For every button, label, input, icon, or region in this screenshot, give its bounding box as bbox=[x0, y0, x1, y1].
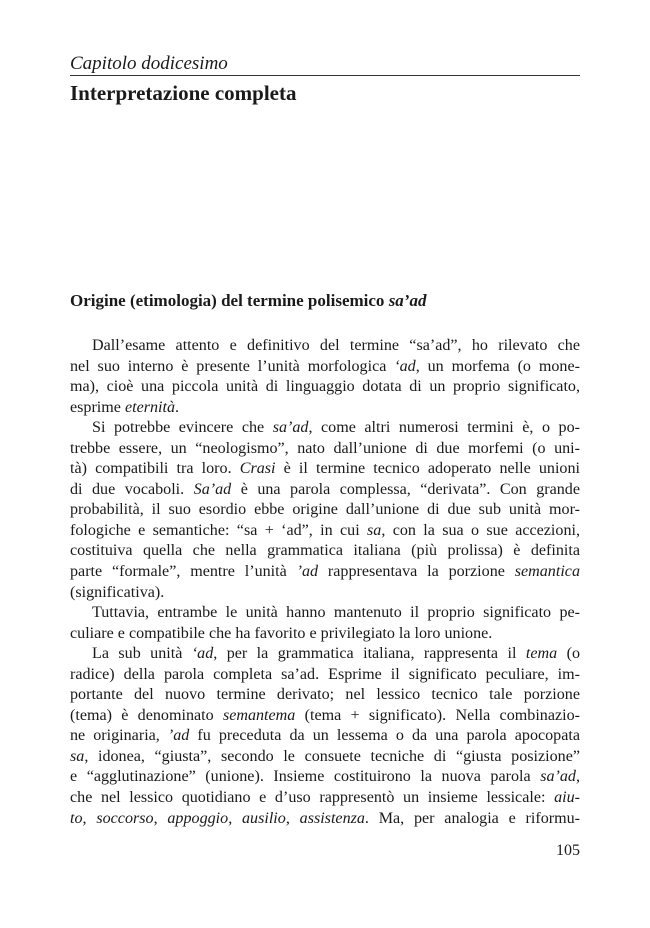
text-line bbox=[70, 809, 580, 830]
italic-term: ’ad bbox=[167, 727, 190, 745]
text-span: esprime bbox=[70, 398, 125, 416]
text-span: , un morfema (o mone- bbox=[415, 357, 580, 375]
text-span: che nel lessico quotidiano e d’uso rappresentò un insieme lessicale: bbox=[70, 789, 555, 807]
chapter-title: Interpretazione completa bbox=[70, 81, 297, 105]
text-span: portante del nuovo termine derivato; nel lessico tecnico tale porzione bbox=[70, 686, 580, 704]
italic-term: soccorso bbox=[96, 809, 154, 827]
text-line bbox=[70, 788, 580, 809]
text-span: rappresentava la porzione bbox=[318, 563, 515, 581]
italic-term: ‘ad bbox=[191, 645, 214, 663]
body-text bbox=[70, 336, 580, 829]
page-number: 105 bbox=[556, 842, 580, 859]
text-span: culiare e compatibile che ha favorito e privilegiato la loro unione. bbox=[70, 624, 493, 642]
text-span: , bbox=[153, 809, 168, 827]
text-line bbox=[70, 767, 580, 788]
text-line bbox=[70, 583, 580, 604]
text-span: ne originaria, bbox=[70, 727, 168, 745]
section-heading-term: sa’ad bbox=[388, 291, 427, 310]
text-span: Si potrebbe evincere che bbox=[92, 419, 273, 437]
italic-term: ’ad bbox=[296, 563, 319, 581]
italic-term: to bbox=[70, 809, 83, 827]
italic-term: Crasi bbox=[239, 460, 276, 478]
text-line bbox=[70, 398, 580, 419]
text-span: . Ma, per analogia e riformu- bbox=[364, 809, 581, 827]
text-span: . bbox=[175, 398, 180, 416]
text-span: nel suo interno è presente l’unità morfologica bbox=[70, 357, 395, 375]
text-span: trebbe essere, un “neologismo”, nato dall’unione di due morfemi (o uni- bbox=[70, 439, 580, 457]
text-span: , con la sua o sue accezioni, bbox=[381, 521, 580, 539]
header-rule bbox=[70, 75, 580, 76]
text-span: , bbox=[228, 809, 242, 827]
text-span: , bbox=[82, 809, 97, 827]
text-line bbox=[70, 562, 580, 583]
italic-term: ‘ad bbox=[394, 357, 416, 375]
text-span: , per la grammatica italiana, rappresenta il bbox=[213, 645, 526, 663]
italic-term: semantema bbox=[222, 706, 296, 724]
italic-term: appoggio bbox=[167, 809, 229, 827]
chapter-label: Capitolo dodicesimo bbox=[70, 53, 228, 74]
text-line bbox=[70, 541, 580, 562]
italic-term: semantica bbox=[514, 563, 580, 581]
text-span: costituiva quella che nella grammatica italiana (più prolissa) è definita bbox=[70, 542, 580, 560]
text-line bbox=[70, 439, 580, 460]
text-line bbox=[70, 377, 580, 398]
text-span: ma), cioè una piccola unità di linguaggio dotata di un proprio significato, bbox=[70, 378, 580, 396]
text-span: parte “formale”, mentre l’unità bbox=[70, 563, 297, 581]
text-span: è una parola complessa, “derivata”. Con grande bbox=[231, 480, 580, 498]
text-span: La sub unità bbox=[92, 645, 192, 663]
text-span: di due vocaboli. bbox=[70, 480, 194, 498]
text-span: (tema + significato). Nella combinazio- bbox=[295, 706, 580, 724]
text-line bbox=[70, 418, 580, 439]
italic-term: aiu- bbox=[554, 789, 580, 807]
text-span: , idonea, “giusta”, secondo le consuete tecniche di “giusta posizione” bbox=[84, 747, 580, 765]
text-line bbox=[70, 459, 580, 480]
text-span: (tema) è denominato bbox=[70, 706, 223, 724]
italic-term: Sa’ad bbox=[193, 480, 232, 498]
italic-term: sa’ad bbox=[540, 768, 576, 786]
text-line bbox=[70, 665, 580, 686]
text-line bbox=[70, 644, 580, 665]
italic-term: sa’ad bbox=[272, 419, 309, 437]
text-span: probabilità, il suo esordio ebbe origine dall’unione di due sub unità mor- bbox=[70, 501, 580, 519]
text-line bbox=[70, 480, 580, 501]
text-span: , bbox=[285, 809, 300, 827]
text-span: radice) della parola completa sa’ad. Esprime il significato peculiare, im- bbox=[70, 665, 580, 683]
italic-term: sa bbox=[70, 747, 85, 765]
text-span: Dall’esame attento e definitivo del termine “sa’ad”, ho rilevato che bbox=[92, 337, 580, 354]
text-span: è il termine tecnico adoperato nelle unioni bbox=[275, 460, 580, 478]
text-span: (o bbox=[557, 645, 580, 663]
italic-term: tema bbox=[525, 645, 558, 663]
italic-term: sa bbox=[367, 521, 382, 539]
text-line bbox=[70, 624, 580, 645]
italic-term: eternità bbox=[124, 398, 176, 416]
text-span: , come altri numerosi termini è, o po- bbox=[308, 419, 581, 437]
text-line bbox=[70, 747, 580, 768]
text-line bbox=[70, 521, 580, 542]
text-line bbox=[70, 685, 580, 706]
italic-term: ausilio bbox=[242, 809, 286, 827]
text-line bbox=[70, 357, 580, 378]
text-line bbox=[70, 336, 580, 357]
text-line bbox=[70, 500, 580, 521]
text-span: e “agglutinazione” (unione). Insieme costituirono la nuova parola bbox=[70, 768, 541, 786]
italic-term: assistenza bbox=[299, 809, 365, 827]
text-span: fu preceduta da un lessema o da una parola apocopata bbox=[189, 727, 580, 745]
text-line bbox=[70, 706, 580, 727]
text-span: (significativa). bbox=[70, 583, 165, 601]
section-heading bbox=[70, 290, 426, 312]
text-span: , bbox=[575, 768, 580, 786]
text-line bbox=[70, 603, 580, 624]
text-span: Tuttavia, entrambe le unità hanno mantenuto il proprio significato pe- bbox=[92, 604, 580, 622]
text-span: tà) compatibili tra loro. bbox=[70, 460, 240, 478]
text-line bbox=[70, 726, 580, 747]
section-heading-text: Origine (etimologia) del termine polisemico bbox=[70, 291, 389, 310]
text-span: fologiche e semantiche: “sa + ‘ad”, in cui bbox=[70, 521, 368, 539]
